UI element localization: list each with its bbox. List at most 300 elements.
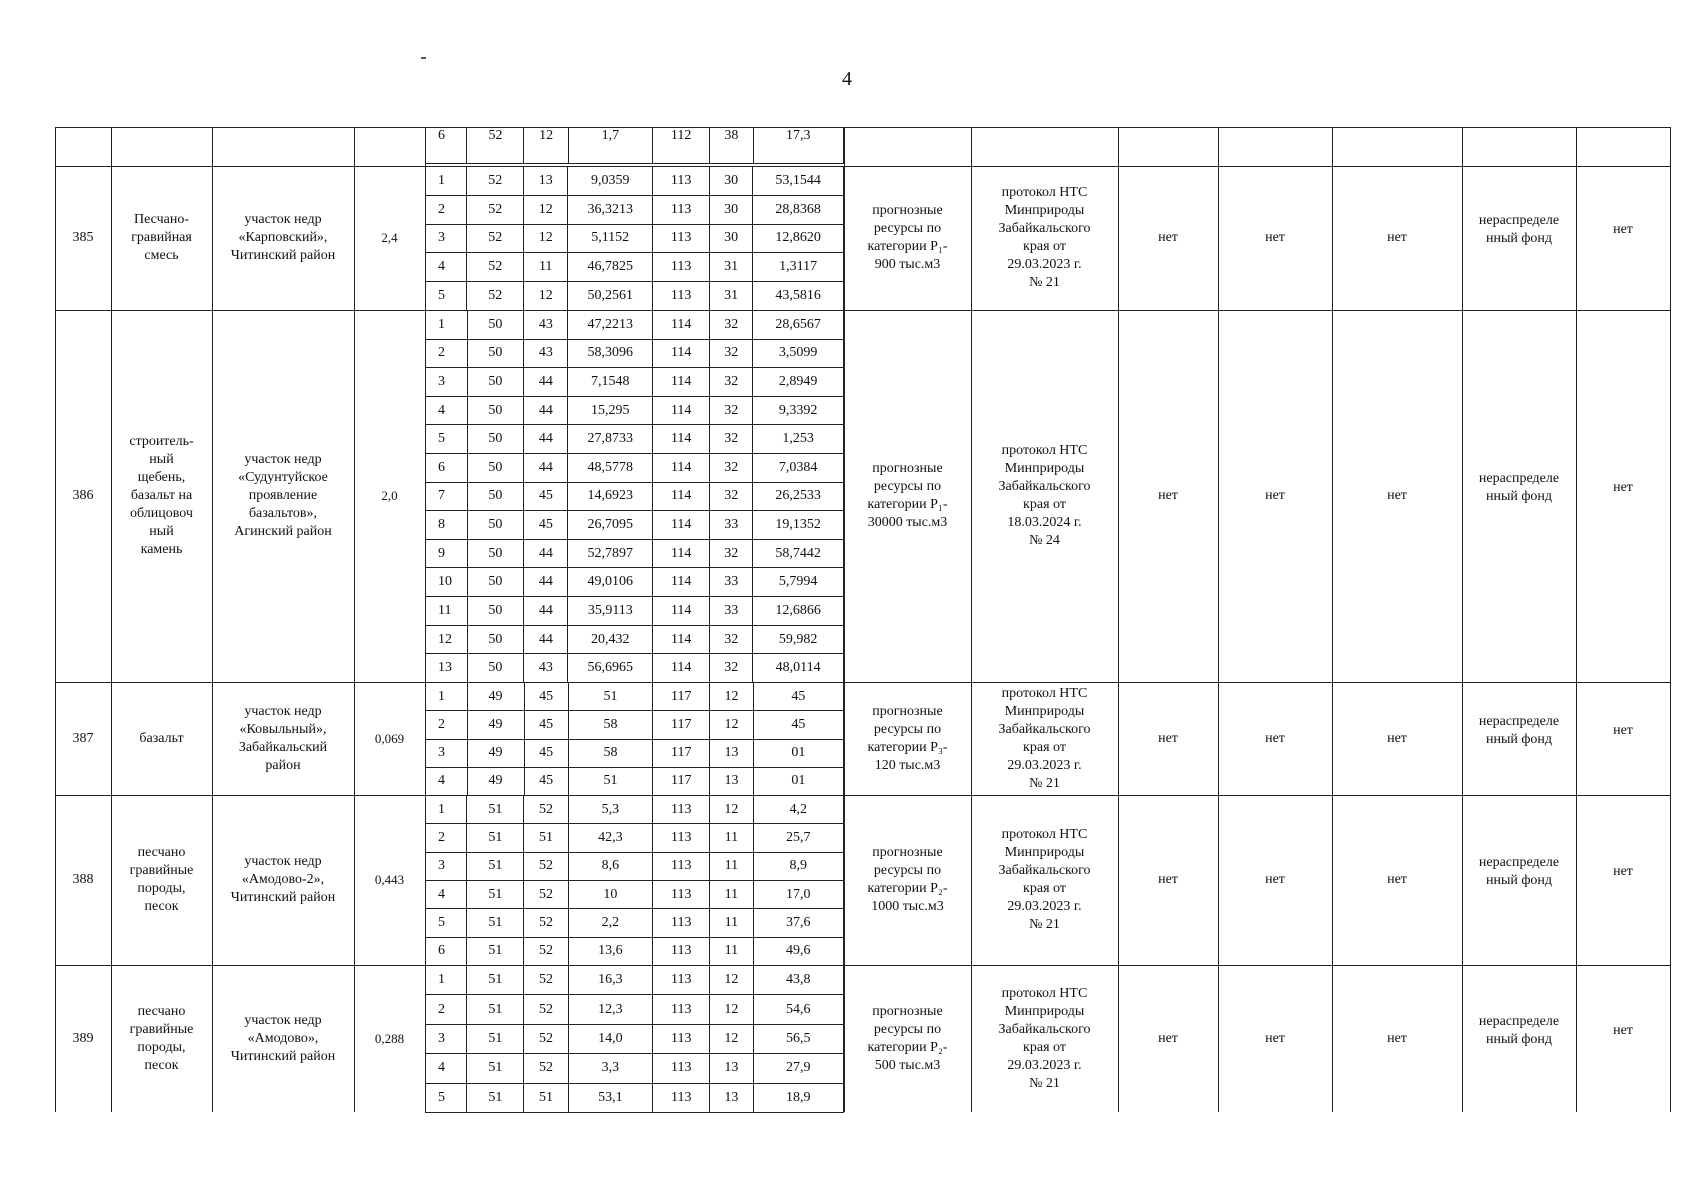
coordinate-cell: 52 xyxy=(524,880,568,908)
coordinate-cell: 5,3 xyxy=(568,796,653,824)
coordinate-cell: 45 xyxy=(524,482,568,511)
coordinate-cell: 11 xyxy=(524,253,568,282)
coordinate-cell: 3,5099 xyxy=(753,339,844,368)
coordinate-cell: 114 xyxy=(653,425,710,454)
coordinate-cell: 114 xyxy=(653,454,710,483)
status-cell: нет xyxy=(1387,230,1407,245)
site-name: участок недр «Судунтуйское проявление базальтов», Агинский район xyxy=(234,452,332,539)
area-value: 0,288 xyxy=(374,1030,405,1046)
coordinate-cell: 43 xyxy=(524,654,568,683)
record-number: 385 xyxy=(72,230,94,245)
coordinate-cell: 11 xyxy=(710,880,753,908)
coordinate-cell: 50 xyxy=(467,396,524,425)
coordinate-cell: 12 xyxy=(524,195,568,224)
coordinates-table xyxy=(425,310,844,683)
coordinate-row xyxy=(426,880,844,908)
coordinate-row xyxy=(426,282,844,311)
status-cell: нет xyxy=(1387,730,1407,746)
coordinate-cell: 32 xyxy=(710,454,753,483)
coordinate-cell: 6 xyxy=(426,128,467,164)
coordinate-cell: 58 xyxy=(568,711,652,739)
coordinate-cell: 113 xyxy=(653,195,710,224)
coordinate-row xyxy=(426,425,844,454)
coordinate-cell: 48,5778 xyxy=(568,454,653,483)
status-cell: нет xyxy=(1265,730,1285,746)
resources-category: прогнозные ресурсы по категории P₃- 120 тыс.м3 xyxy=(867,703,948,773)
coordinate-cell: 44 xyxy=(524,597,568,626)
coordinate-cell: 56,5 xyxy=(753,1024,843,1053)
coordinate-cell: 117 xyxy=(653,711,710,739)
coordinate-cell: 50 xyxy=(467,568,524,597)
status-cell: нет xyxy=(1613,864,1633,879)
coordinate-cell: 49 xyxy=(467,767,524,795)
coordinate-cell: 51 xyxy=(568,767,652,795)
coordinate-cell: 32 xyxy=(710,539,753,568)
coordinate-cell: 113 xyxy=(653,796,710,824)
coordinate-cell: 44 xyxy=(524,454,568,483)
coordinate-row xyxy=(426,909,844,937)
fund-status: нераспределе нный фонд xyxy=(1478,471,1560,504)
coordinate-cell: 52 xyxy=(467,253,524,282)
coordinate-cell: 53,1544 xyxy=(753,167,844,196)
coordinate-cell: 25,7 xyxy=(753,824,843,852)
coordinate-cell: 32 xyxy=(710,425,753,454)
coordinate-cell: 9,3392 xyxy=(753,396,844,425)
coordinate-cell: 52 xyxy=(524,1054,568,1083)
coordinate-cell: 114 xyxy=(653,654,710,683)
coordinate-cell: 13,6 xyxy=(568,937,653,965)
coordinate-cell: 12 xyxy=(524,282,568,311)
coordinate-cell: 43,8 xyxy=(753,966,843,995)
coordinate-cell: 44 xyxy=(524,539,568,568)
coordinate-cell: 12,6866 xyxy=(753,597,844,626)
coordinate-row xyxy=(426,995,844,1024)
coordinate-cell: 113 xyxy=(653,880,710,908)
coordinate-cell: 50 xyxy=(467,339,524,368)
coordinate-cell: 52 xyxy=(467,128,524,164)
coordinate-cell: 50 xyxy=(467,654,524,683)
status-cell: нет xyxy=(1158,1030,1178,1046)
coordinate-cell: 112 xyxy=(653,128,710,164)
coordinate-cell: 117 xyxy=(653,739,710,767)
coordinate-row xyxy=(426,539,844,568)
coordinate-row xyxy=(426,739,844,767)
coordinate-cell: 50 xyxy=(467,311,524,340)
coordinate-cell: 12 xyxy=(710,1024,753,1053)
coordinate-cell: 49,6 xyxy=(753,937,843,965)
coordinate-cell: 2 xyxy=(426,339,468,368)
coordinate-cell: 32 xyxy=(710,482,753,511)
coordinate-row xyxy=(426,454,844,483)
coordinate-cell: 15,295 xyxy=(568,396,653,425)
coordinate-cell: 51 xyxy=(467,1083,524,1112)
coordinates-table xyxy=(425,682,844,796)
coordinate-cell: 46,7825 xyxy=(568,253,653,282)
coordinate-cell: 26,7095 xyxy=(568,511,653,540)
coordinate-cell: 44 xyxy=(524,368,568,397)
coordinate-cell: 1 xyxy=(426,311,468,340)
coordinate-cell: 3 xyxy=(426,852,467,880)
coordinate-cell: 117 xyxy=(653,767,710,795)
status-cell: нет xyxy=(1387,488,1407,503)
coordinate-cell: 7,1548 xyxy=(568,368,653,397)
coordinate-row xyxy=(426,1083,844,1112)
coordinate-cell: 50 xyxy=(467,454,524,483)
coordinate-cell: 52,7897 xyxy=(568,539,653,568)
coordinate-row xyxy=(426,767,844,795)
coordinate-cell: 51 xyxy=(524,1083,568,1112)
coordinate-cell: 2 xyxy=(426,195,467,224)
coordinate-cell: 35,9113 xyxy=(568,597,653,626)
coordinate-cell: 1,3117 xyxy=(753,253,844,282)
coordinate-cell: 11 xyxy=(710,909,753,937)
coordinate-cell: 13 xyxy=(710,767,753,795)
coordinate-cell: 45 xyxy=(524,683,568,711)
coordinate-cell: 44 xyxy=(524,568,568,597)
coordinate-cell: 12 xyxy=(710,995,753,1024)
coordinate-cell: 12,8620 xyxy=(753,224,844,253)
coordinate-cell: 12 xyxy=(710,683,753,711)
coordinate-row xyxy=(426,937,844,965)
coordinate-cell: 50 xyxy=(467,597,524,626)
coordinate-cell: 32 xyxy=(710,339,753,368)
coordinate-cell: 53,1 xyxy=(568,1083,653,1112)
coordinate-cell: 1 xyxy=(426,796,467,824)
coordinate-cell: 31 xyxy=(710,282,753,311)
resources-category: прогнозные ресурсы по категории P₁- 900 тыс.м3 xyxy=(867,203,948,272)
coordinate-cell: 11 xyxy=(710,824,753,852)
coordinate-cell: 43,5816 xyxy=(753,282,844,311)
coordinate-cell: 01 xyxy=(753,767,843,795)
coordinate-cell: 30 xyxy=(710,195,753,224)
coordinate-cell: 6 xyxy=(426,454,468,483)
record-number: 389 xyxy=(72,1030,94,1046)
coordinate-cell: 50 xyxy=(467,425,524,454)
status-cell: нет xyxy=(1265,1030,1285,1046)
coordinate-cell: 43 xyxy=(524,311,568,340)
coordinate-cell: 117 xyxy=(653,683,710,711)
status-cell: нет xyxy=(1613,722,1633,738)
coordinate-cell: 5,7994 xyxy=(753,568,844,597)
coordinate-row xyxy=(426,711,844,739)
coordinate-cell: 9,0359 xyxy=(568,167,653,196)
coordinate-cell: 113 xyxy=(653,824,710,852)
coordinate-cell: 5 xyxy=(426,282,467,311)
coordinate-cell: 12 xyxy=(710,966,753,995)
coordinate-cell: 27,8733 xyxy=(568,425,653,454)
coordinate-row xyxy=(426,824,844,852)
coordinate-cell: 113 xyxy=(653,937,710,965)
coordinate-row xyxy=(426,796,844,824)
fund-status: нераспределе нный фонд xyxy=(1478,713,1560,747)
coordinate-cell: 51 xyxy=(467,1024,524,1053)
coordinate-cell: 114 xyxy=(653,511,710,540)
coordinate-row xyxy=(426,1024,844,1053)
coordinate-cell: 8,9 xyxy=(753,852,843,880)
area-value: 2,0 xyxy=(381,488,398,503)
coordinate-cell: 48,0114 xyxy=(753,654,844,683)
coordinate-cell: 10 xyxy=(426,568,468,597)
protocol-reference: протокол НТС Минприроды Забайкальского края от 29.03.2023 г. № 21 xyxy=(998,985,1091,1091)
coordinate-cell: 33 xyxy=(710,597,753,626)
coordinate-cell: 16,3 xyxy=(568,966,653,995)
coordinate-cell: 14,6923 xyxy=(568,482,653,511)
protocol-reference: протокол НТС Минприроды Забайкальского края от 18.03.2024 г. № 24 xyxy=(998,443,1091,548)
coordinate-cell: 7 xyxy=(426,482,468,511)
coordinate-cell: 59,982 xyxy=(753,625,844,654)
coordinate-cell: 52 xyxy=(524,995,568,1024)
coordinate-cell: 5 xyxy=(426,425,468,454)
coordinate-cell: 19,1352 xyxy=(753,511,844,540)
coordinates-table xyxy=(425,127,844,164)
coordinate-row xyxy=(426,852,844,880)
coordinate-cell: 1,7 xyxy=(568,128,652,164)
coordinate-cell: 51 xyxy=(467,995,524,1024)
coordinate-cell: 58,7442 xyxy=(753,539,844,568)
coordinate-cell: 32 xyxy=(710,654,753,683)
coordinate-cell: 2 xyxy=(426,824,467,852)
coordinate-cell: 52 xyxy=(467,282,524,311)
coordinate-cell: 38 xyxy=(710,128,753,164)
coordinate-cell: 52 xyxy=(524,909,568,937)
coordinate-cell: 17,3 xyxy=(753,128,843,164)
coordinate-cell: 50 xyxy=(467,539,524,568)
coordinate-row xyxy=(426,511,844,540)
resources-category: прогнозные ресурсы по категории P₂- 1000 тыс.м3 xyxy=(867,845,948,914)
coordinate-row xyxy=(426,683,844,711)
site-name: участок недр «Ковыльный», Забайкальский район xyxy=(238,703,328,773)
coordinate-cell: 114 xyxy=(653,539,710,568)
coordinate-cell: 2 xyxy=(426,711,468,739)
coordinate-cell: 12 xyxy=(710,711,753,739)
coordinate-cell: 49 xyxy=(467,739,524,767)
coordinate-row xyxy=(426,597,844,626)
status-cell: нет xyxy=(1158,730,1178,746)
coordinate-cell: 13 xyxy=(524,167,568,196)
coordinate-cell: 113 xyxy=(653,852,710,880)
coordinate-cell: 1 xyxy=(426,966,467,995)
status-cell: нет xyxy=(1613,1022,1633,1038)
scan-mark xyxy=(421,57,426,59)
coordinate-cell: 3 xyxy=(426,224,467,253)
mineral-type: песчано гравийные породы, песок xyxy=(129,1003,194,1073)
coordinate-row xyxy=(426,339,844,368)
coordinate-cell: 32 xyxy=(710,396,753,425)
coordinate-cell: 113 xyxy=(653,909,710,937)
coordinate-cell: 30 xyxy=(710,167,753,196)
coordinate-cell: 114 xyxy=(653,368,710,397)
coordinate-cell: 113 xyxy=(653,282,710,311)
column-divider xyxy=(1670,127,1671,1112)
coordinate-cell: 4,2 xyxy=(753,796,843,824)
coordinate-cell: 42,3 xyxy=(568,824,653,852)
fund-status: нераспределе нный фонд xyxy=(1478,1013,1560,1047)
status-cell: нет xyxy=(1265,872,1285,887)
record-number: 387 xyxy=(72,730,94,746)
coordinate-row xyxy=(426,195,844,224)
coordinates-table xyxy=(425,965,844,1113)
coordinates-table xyxy=(425,795,844,966)
coordinate-cell: 114 xyxy=(653,625,710,654)
coordinate-cell: 01 xyxy=(753,739,843,767)
mineral-type: строитель- ный щебень, базальт на облицовоч ный камень xyxy=(129,434,194,557)
coordinate-cell: 36,3213 xyxy=(568,195,653,224)
status-cell: нет xyxy=(1158,872,1178,887)
coordinate-cell: 3 xyxy=(426,1024,467,1053)
coordinate-cell: 49 xyxy=(467,711,524,739)
coordinate-row xyxy=(426,1054,844,1083)
coordinate-cell: 32 xyxy=(710,311,753,340)
coordinate-cell: 3 xyxy=(426,739,468,767)
coordinate-row xyxy=(426,253,844,282)
coordinate-cell: 43 xyxy=(524,339,568,368)
coordinate-row xyxy=(426,482,844,511)
coordinate-cell: 44 xyxy=(524,625,568,654)
coordinate-cell: 13 xyxy=(426,654,468,683)
coordinate-row xyxy=(426,654,844,683)
coordinate-cell: 49,0106 xyxy=(568,568,653,597)
coordinate-cell: 51 xyxy=(467,909,524,937)
coordinate-cell: 113 xyxy=(653,253,710,282)
coordinate-cell: 52 xyxy=(467,224,524,253)
coordinates-table xyxy=(425,166,844,311)
coordinate-cell: 4 xyxy=(426,396,468,425)
coordinate-cell: 51 xyxy=(467,852,524,880)
coordinate-row xyxy=(426,128,844,164)
coordinate-cell: 52 xyxy=(467,195,524,224)
coordinate-cell: 44 xyxy=(524,396,568,425)
coordinate-cell: 51 xyxy=(467,1054,524,1083)
coordinate-cell: 12 xyxy=(426,625,468,654)
coordinate-cell: 12 xyxy=(524,128,568,164)
coordinate-cell: 114 xyxy=(653,482,710,511)
coordinate-cell: 12 xyxy=(710,796,753,824)
status-cell: нет xyxy=(1265,230,1285,245)
coordinate-cell: 32 xyxy=(710,368,753,397)
coordinate-cell: 52 xyxy=(524,852,568,880)
coordinate-row xyxy=(426,625,844,654)
coordinate-cell: 8 xyxy=(426,511,468,540)
coordinate-cell: 50,2561 xyxy=(568,282,653,311)
status-cell: нет xyxy=(1613,222,1633,237)
coordinate-cell: 52 xyxy=(524,966,568,995)
coordinate-cell: 2,8949 xyxy=(753,368,844,397)
coordinate-cell: 114 xyxy=(653,597,710,626)
status-cell: нет xyxy=(1265,488,1285,503)
coordinate-cell: 113 xyxy=(653,1024,710,1053)
status-cell: нет xyxy=(1387,1030,1407,1046)
coordinate-cell: 31 xyxy=(710,253,753,282)
coordinate-cell: 33 xyxy=(710,511,753,540)
coordinate-cell: 37,6 xyxy=(753,909,843,937)
coordinate-cell: 45 xyxy=(524,767,568,795)
coordinate-row xyxy=(426,311,844,340)
coordinate-cell: 45 xyxy=(524,511,568,540)
record-number: 388 xyxy=(72,872,94,887)
coordinate-cell: 52 xyxy=(524,796,568,824)
area-value: 0,443 xyxy=(374,872,405,887)
protocol-reference: протокол НТС Минприроды Забайкальского края от 29.03.2023 г. № 21 xyxy=(998,185,1091,290)
resources-category: прогнозные ресурсы по категории P₂- 500 тыс.м3 xyxy=(867,1003,948,1073)
coordinate-cell: 20,432 xyxy=(568,625,653,654)
coordinate-cell: 11 xyxy=(710,852,753,880)
coordinate-cell: 113 xyxy=(653,224,710,253)
coordinate-cell: 30 xyxy=(710,224,753,253)
coordinate-cell: 45 xyxy=(524,739,568,767)
mineral-type: базальт xyxy=(139,730,184,746)
coordinate-cell: 26,2533 xyxy=(753,482,844,511)
page-number: 4 xyxy=(842,68,852,90)
coordinate-cell: 52 xyxy=(467,167,524,196)
coordinate-cell: 33 xyxy=(710,568,753,597)
status-cell: нет xyxy=(1158,230,1178,245)
coordinate-cell: 45 xyxy=(753,711,843,739)
coordinate-cell: 9 xyxy=(426,539,468,568)
coordinate-row xyxy=(426,167,844,196)
fund-status: нераспределе нный фонд xyxy=(1478,213,1560,246)
coordinate-cell: 3,3 xyxy=(568,1054,653,1083)
coordinate-cell: 51 xyxy=(467,796,524,824)
status-cell: нет xyxy=(1613,480,1633,495)
coordinate-cell: 51 xyxy=(467,966,524,995)
coordinate-cell: 8,6 xyxy=(568,852,653,880)
coordinate-cell: 1 xyxy=(426,683,468,711)
coordinate-cell: 13 xyxy=(710,1083,753,1112)
coordinate-cell: 5 xyxy=(426,909,467,937)
mineral-type: песчано гравийные породы, песок xyxy=(129,845,194,914)
area-value: 2,4 xyxy=(381,230,398,245)
coordinate-cell: 17,0 xyxy=(753,880,843,908)
coordinate-cell: 18,9 xyxy=(753,1083,843,1112)
coordinate-cell: 113 xyxy=(653,167,710,196)
coordinate-cell: 114 xyxy=(653,311,710,340)
coordinate-cell: 50 xyxy=(467,368,524,397)
coordinate-cell: 10 xyxy=(568,880,653,908)
coordinate-cell: 113 xyxy=(653,995,710,1024)
coordinate-cell: 114 xyxy=(653,568,710,597)
coordinate-cell: 5,1152 xyxy=(568,224,653,253)
record-number: 386 xyxy=(72,488,94,503)
coordinate-cell: 51 xyxy=(467,937,524,965)
coordinate-row xyxy=(426,568,844,597)
coordinate-cell: 56,6965 xyxy=(568,654,653,683)
coordinate-cell: 54,6 xyxy=(753,995,843,1024)
coordinate-cell: 50 xyxy=(467,482,524,511)
coordinate-row xyxy=(426,396,844,425)
coordinate-cell: 12 xyxy=(524,224,568,253)
coordinate-cell: 50 xyxy=(467,511,524,540)
coordinate-cell: 51 xyxy=(568,683,652,711)
coordinate-cell: 51 xyxy=(467,880,524,908)
site-name: участок недр «Карповский», Читинский район xyxy=(230,212,336,263)
coordinate-cell: 51 xyxy=(524,824,568,852)
protocol-reference: протокол НТС Минприроды Забайкальского края от 29.03.2023 г. № 21 xyxy=(998,827,1091,932)
coordinate-cell: 4 xyxy=(426,767,468,795)
coordinate-cell: 45 xyxy=(753,683,843,711)
coordinate-cell: 4 xyxy=(426,880,467,908)
fund-status: нераспределе нный фонд xyxy=(1478,855,1560,888)
coordinate-cell: 4 xyxy=(426,1054,467,1083)
coordinate-cell: 27,9 xyxy=(753,1054,843,1083)
coordinate-cell: 1,253 xyxy=(753,425,844,454)
coordinate-cell: 12,3 xyxy=(568,995,653,1024)
coordinate-cell: 51 xyxy=(467,824,524,852)
coordinate-cell: 3 xyxy=(426,368,468,397)
coordinate-cell: 1 xyxy=(426,167,467,196)
coordinate-cell: 52 xyxy=(524,1024,568,1053)
coordinate-cell: 49 xyxy=(467,683,524,711)
coordinate-cell: 7,0384 xyxy=(753,454,844,483)
